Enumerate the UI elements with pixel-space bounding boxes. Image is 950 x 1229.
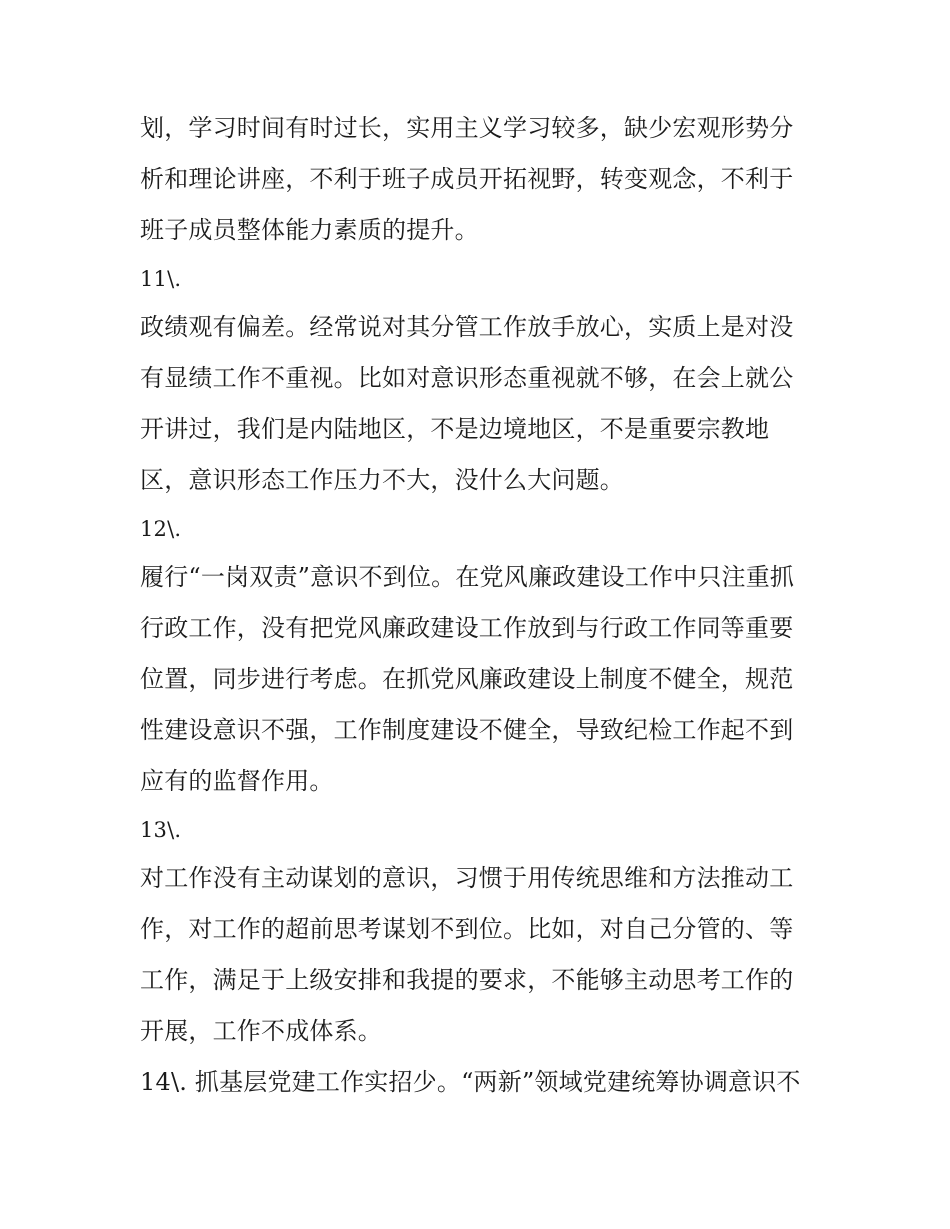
text-line: 工作，满足于上级安排和我提的要求，不能够主动思考工作的 (140, 966, 794, 994)
text-line: 作，对工作的超前思考谋划不到位。比如，对自己分管的、等 (140, 915, 794, 943)
text-line: 开展，工作不成体系。 (140, 1017, 382, 1045)
text-line: 有显绩工作不重视。比如对意识形态重视就不够，在会上就公 (140, 364, 794, 392)
text-line: 析和理论讲座，不利于班子成员开拓视野，转变观念，不利于 (140, 165, 794, 193)
text-line: 位置，同步进行考虑。在抓党风廉政建设上制度不健全，规范 (140, 665, 794, 693)
item-number: 11\. (140, 267, 182, 291)
text-line: 性建设意识不强，工作制度建设不健全，导致纪检工作起不到 (140, 716, 794, 744)
document-page (140, 103, 820, 1108)
text-line: 区，意识形态工作压力不大，没什么大问题。 (140, 466, 624, 494)
text-line: 对工作没有主动谋划的意识，习惯于用传统思维和方法推动工 (140, 864, 794, 892)
text-line: 政绩观有偏差。经常说对其分管工作放手放心，实质上是对没 (140, 313, 794, 341)
text-line: 开讲过，我们是内陆地区，不是边境地区，不是重要宗教地 (140, 415, 770, 443)
text-line: 应有的监督作用。 (140, 767, 334, 795)
text-line: 行政工作，没有把党风廉政建设工作放到与行政工作同等重要 (140, 614, 794, 642)
item-number: 12\. (140, 517, 182, 541)
text-line: 划，学习时间有时过长，实用主义学习较多，缺少宏观形势分 (140, 114, 794, 142)
text-line: 履行“一岗双责”意识不到位。在党风廉政建设工作中只注重抓 (140, 563, 795, 591)
text-line: 14\. 抓基层党建工作实招少。“两新”领域党建统筹协调意识不 (140, 1068, 801, 1096)
item-number: 13\. (140, 818, 182, 842)
text-line: 班子成员整体能力素质的提升。 (140, 216, 479, 244)
